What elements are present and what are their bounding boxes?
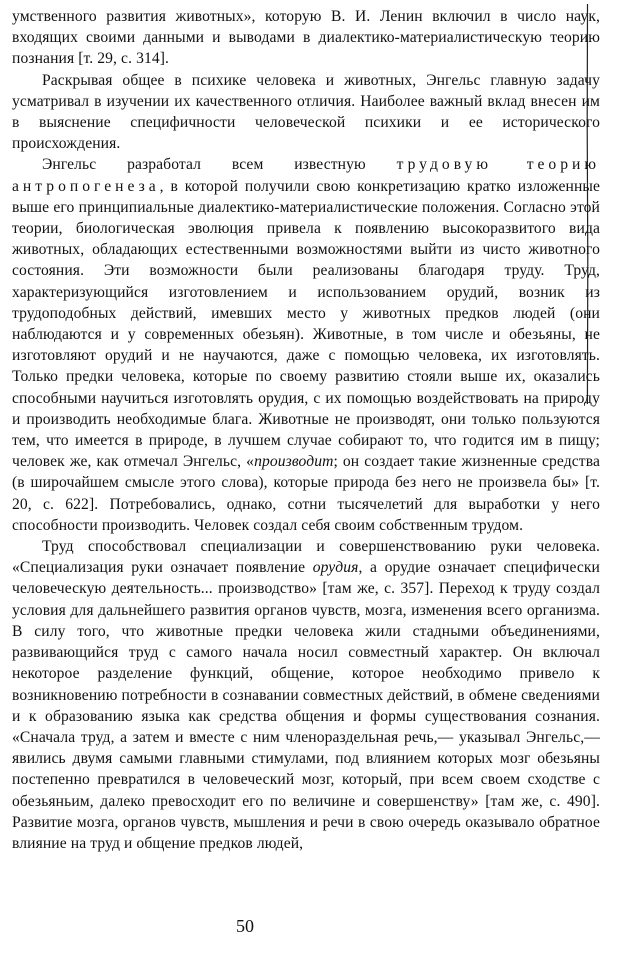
paragraph bbox=[12, 536, 600, 854]
italic-text: орудия bbox=[312, 559, 359, 577]
spaced-emphasis-text: трудовую теорию антропогенеза bbox=[12, 156, 601, 195]
page-number bbox=[0, 916, 620, 937]
paragraph bbox=[12, 154, 600, 536]
text-run: , а орудие означает специфически человеческую деятельность... производство» [там же, с. 357]. Переход к труду создал условия для дальнейшего развития органов чувств, мозга, изменения всего организма. В силу того, что животные предки человека жили стадными объединениями, развивающийся труд с самого начала носил совместный характер. Он включал некоторое разделение функций, общение, которое необходимо привело к возникновению потребности в сознавании совместных действий, в обмене сведениями и к образованию языка как средства общения и формы существования сознания. «Сначала труд, а затем и вместе с ним членораздельная речь,— указывал Энгельс,— явились двумя самыми главными стимулами, под влиянием которых мозг обезьяны постепенно превратился в человеческий мозг, который, при всем своем сходстве с обезьяньим, далеко превосходит его по величине и совершенству» [там же, с. 490]. Развитие мозга, органов чувств, мышления и речи в свою очередь оказывало обратное влияние на труд и общение предков людей, bbox=[12, 559, 600, 852]
text-run: Энгельс разработал всем известную bbox=[42, 156, 397, 174]
text-run: Труд способствовал специализации и совершенствованию руки человека. «Специализация руки означает появление bbox=[12, 538, 600, 577]
italic-text: производит bbox=[254, 453, 334, 471]
paragraph bbox=[12, 70, 600, 155]
text-run: , в которой получили свою конкретизацию кратко изложенные выше его принципиальные диалектико-материалистические положения. Согласно этой теории, биологическая эволюция привела к появлению высокоразвитого вида животных, обладающих естественными возможностями выйти из чисто животного состояния. Эти возможности были реализованы благодаря труду. Труд, характеризующийся изготовлением и использованием орудий, возник из трудоподобных действий, имевших место у животных предков людей (они наблюдаются и у современных обезьян). Животные, в том числе и обезьяны, не изготовляют орудий и не научаются, даже с помощью человека, их изготовлять. Только предки человека, которые по своему развитию стояли выше их, оказались способными научиться изготовлять орудия, с их помощью воздействовать на природу и производить необходимые блага. Животные не производят, они только пользуются тем, что имеется в природе, в лучшем случае собирают то, что годится им в пищу; человек же, как отмечал Энгельс, « bbox=[12, 177, 600, 471]
paragraph bbox=[12, 6, 600, 70]
body-text bbox=[12, 6, 600, 854]
text-run: умственного развития животных», которую В. И. Ленин включил в число наук, входящих своими данными и выводами в диалектико-материалистическую теорию познания [т. 29, с. 314]. bbox=[12, 8, 600, 68]
text-run: Раскрывая общее в психике человека и животных, Энгельс главную задачу усматривал в изучении их качественного отличия. Наиболее важный вклад внесен им в выяснение специфичности человеческой психики и ее исторического происхождения. bbox=[12, 71, 600, 153]
page-number-value: 50 bbox=[236, 916, 254, 936]
text-run: ; он создает такие жизненные средства (в широчайшем смысле этого слова), которые природа без него не произвела бы» [т. 20, с. 622]. Потребовались, однако, сотни тысячелетий для выработки у него способности производить. Человек создал себя своим собственным трудом. bbox=[12, 453, 600, 534]
